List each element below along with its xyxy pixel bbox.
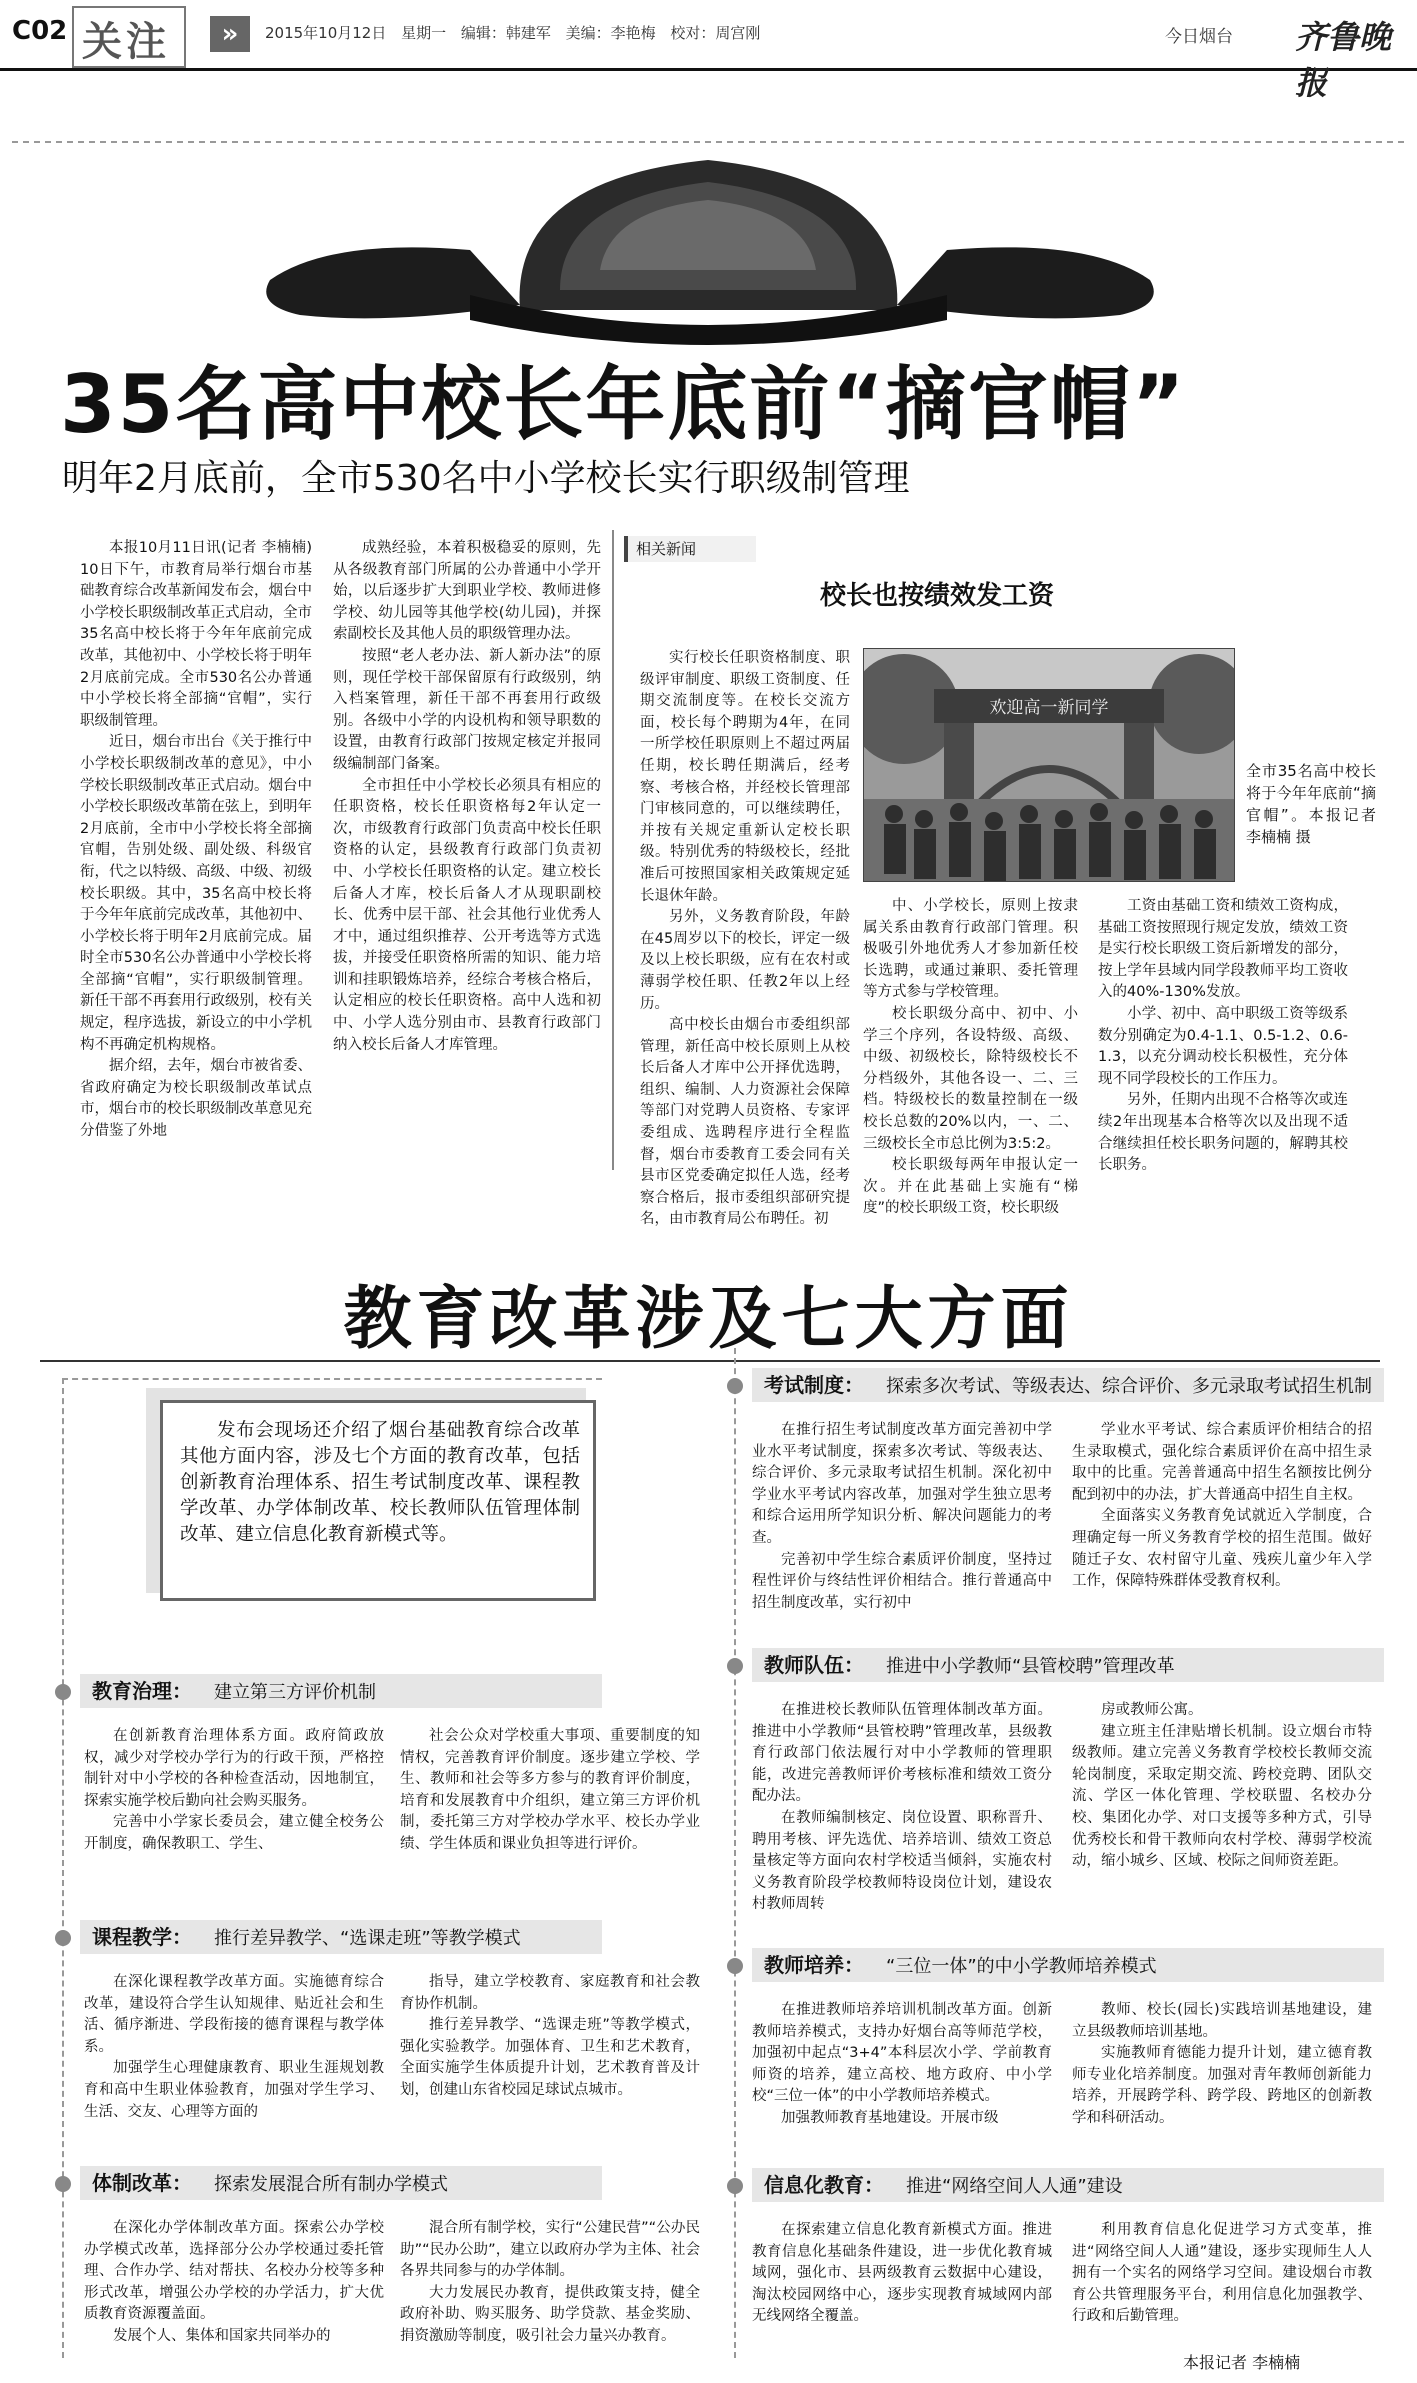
topic-desc: 推行差异教学、“选课走班”等教学模式	[214, 1928, 521, 1949]
section-2-title: 教育改革涉及七大方面	[343, 1280, 1074, 1359]
related-news-tab: 相关新闻	[624, 536, 756, 562]
bullet-dot	[727, 1658, 743, 1674]
page-number: C02	[12, 16, 68, 46]
article-paragraph: 据介绍，去年，烟台市被省委、省政府确定为校长职级制改革试点市，烟台市的校长职级制改革意见充分借鉴了外地	[80, 1058, 312, 1140]
article-paragraph: 混合所有制学校，实行“公建民营”“公办民助”“民办公助”，建立以政府办学为主体、社会各界共同参与的办学体制。	[400, 2220, 700, 2280]
article-paragraph: 在推进教师培养培训机制改革方面。创新教师培养模式，支持办好烟台高等师范学校，加强初中起点“3+4”本科层次小学、学前教育师资的培养，建立高校、地方政府、中小学校“三位一体”的中小学教师培养模式。	[752, 2002, 1052, 2105]
bullet-dot	[727, 2178, 743, 2194]
topic-name: 教师队伍：	[764, 1653, 864, 1677]
topic-tag-curriculum	[80, 1920, 602, 1954]
article-paragraph: 完善初中学生综合素质评价制度，坚持过程性评价与终结性评价相结合。推行普通高中招生制度改革，实行初中	[752, 1551, 1052, 1611]
article-paragraph: 中、小学校长，原则上按隶属关系由教育行政部门管理。积极吸引外地优秀人才参加新任校长选聘，或通过兼职、委托管理等方式参与学校管理。	[863, 898, 1078, 1001]
topic-column	[84, 1972, 384, 2123]
dashed-rule	[62, 1378, 64, 2358]
topic-tag-training	[752, 1948, 1384, 1982]
news-photo	[863, 648, 1235, 882]
school-gate-photo	[864, 649, 1234, 881]
related-column-2	[863, 896, 1078, 1220]
bullet-dot	[55, 2176, 71, 2192]
article-paragraph: 发展个人、集体和国家共同举办的	[113, 2327, 331, 2344]
topic-name: 考试制度：	[764, 1373, 864, 1397]
topic-column	[1072, 2220, 1372, 2328]
newspaper-logo: 齐鲁晚报	[1295, 18, 1392, 102]
article-column-2	[333, 538, 601, 1056]
article-paragraph: 利用教育信息化促进学习方式变革，推进“网络空间人人通”建设，逐步实现师生人人拥有一个实名的网络学习空间。建设烟台市教育公共管理服务平台，利用信息化加强教学、行政和后勤管理。	[1072, 2222, 1372, 2325]
article-paragraph: 完善中小学家长委员会，建立健全校务公开制度，确保教职工、学生、	[84, 1814, 384, 1852]
dashed-rule	[734, 1348, 736, 2358]
article-paragraph: 小学、初中、高中职级工资等级系数分别确定为0.4-1.1、0.5-1.2、0.6-1.3，以充分调动校长积极性，充分体现不同学段校长的工作压力。	[1098, 1005, 1348, 1087]
article-paragraph: 在教师编制核定、岗位设置、职称晋升、聘用考核、评先选优、培养培训、绩效工资总量核定等方面向农村学校适当倾斜，实施农村义务教育阶段学校教师特设岗位计划，建设农村教师周转	[752, 1809, 1052, 1913]
topic-column	[84, 1726, 384, 1856]
dashed-rule	[62, 1378, 602, 1380]
topic-tag-governance	[80, 1674, 602, 1708]
topic-tag-system	[80, 2166, 602, 2200]
article-paragraph: 在探索建立信息化教育新模式方面。推进教育信息化基础条件建设，进一步优化教育城域网，强化市、县两级教育云数据中心建设，淘汰校园网络中心，逐步实现教育城域网内部无线网络全覆盖。	[752, 2222, 1052, 2325]
bullet-dot	[55, 1930, 71, 1946]
article-paragraph: 高中校长由烟台市委组织部管理，新任高中校长原则上从校长后备人才库中公开择优选聘，组织、编制、人力资源社会保障等部门对党聘人员资格、专家评委组成、选聘程序进行全程监督，烟台市委教育工委会同有关县市区党委确定拟任人选，经考察合格后，报市委组织部研究提名，由市教育局公布聘任。初	[640, 1017, 850, 1228]
topic-name: 体制改革：	[92, 2171, 192, 2195]
topic-tag-informatization	[752, 2168, 1384, 2202]
article-paragraph: 建立班主任津贴增长机制。设立烟台市特级教师。建立完善义务教育学校校长教师交流轮岗制度，采取定期交流、跨校竞聘、团队交流、学区一体化管理、学校联盟、名校办分校、集团化办学、对口支援等多种方式，引导优秀校长和骨干教师向农村学校、薄弱学校流动，缩小城乡、区域、校际之间师资差距。	[1072, 1723, 1372, 1870]
article-paragraph: 在推进校长教师队伍管理体制改革方面。推进中小学教师“县管校聘”管理改革，县级教育行政部门依法履行对中小学教师的管理职能，改进完善教师评价考核标准和绩效工资分配办法。	[752, 1702, 1052, 1805]
article-paragraph: 推行差异教学、“选课走班”等教学模式，强化实验教学。加强体育、卫生和艺术教育，全面实施学生体质提升计划，艺术教育普及计划，创建山东省校园足球试点城市。	[400, 2017, 700, 2098]
official-hat-illustration	[0, 120, 1417, 350]
article-paragraph: 工资由基础工资和绩效工资构成，基础工资按照现行规定发放，绩效工资是实行校长职级工资后新增发的部分，按上学年县域内同学段教师平均工资收入的40%-130%发放。	[1098, 898, 1348, 1001]
gate-banner-text: 欢迎高一新同学	[989, 698, 1109, 718]
bullet-dot	[727, 1378, 743, 1394]
issue-meta: 2015年10月12日 星期一 编辑：韩建军 美编：李艳梅 校对：周宫刚	[265, 24, 761, 42]
article-paragraph: 指导，建立学校教育、家庭教育和社会教育协作机制。	[400, 1974, 700, 2012]
article-paragraph: 大力发展民办教育，提供政策支持，健全政府补助、购买服务、助学贷款、基金奖励、捐资激励等制度，吸引社会力量兴办教育。	[400, 2284, 700, 2344]
topic-column	[400, 1972, 700, 2102]
topic-tag-exam	[752, 1368, 1384, 1402]
topic-name: 教育治理：	[92, 1679, 192, 1703]
sub-headline: 明年2月底前，全市530名中小学校长实行职级制管理	[62, 458, 910, 499]
article-paragraph: 房或教师公寓。	[1101, 1702, 1203, 1718]
topic-column	[84, 2218, 384, 2348]
topic-column	[752, 1420, 1052, 1614]
photo-caption: 全市35名高中校长将于今年年底前“摘官帽”。本报记者 李楠楠 摄	[1246, 762, 1376, 846]
topic-name: 课程教学：	[92, 1925, 192, 1949]
article-paragraph: 加强教师教育基地建设。开展市级	[781, 2109, 999, 2126]
article-paragraph: 在深化办学体制改革方面。探索公办学校办学模式改革，选择部分公办学校通过委托管理、合作办学、结对帮扶、名校办分校等多种形式改革，增强公办学校的办学活力，扩大优质教育资源覆盖面。	[84, 2220, 384, 2323]
topic-desc: “三位一体”的中小学教师培养模式	[886, 1956, 1157, 1977]
topic-column	[752, 2220, 1052, 2328]
topic-name: 信息化教育：	[764, 2173, 884, 2197]
article-paragraph: 实行校长任职资格制度、职级评审制度、职级工资制度、任期交流制度等。在校长交流方面，校长每个聘期为4年，在同一所学校任职原则上不超过两届任期，校长聘任期满后，经考察、考核合格，并经校长管理部门审核同意的，可以继续聘任，并按有关规定重新认定校长职级。特别优秀的特级校长，经批准后可按照国家相关政策规定延长退休年龄。	[640, 650, 850, 904]
topic-name: 教师培养：	[764, 1953, 864, 1977]
article-paragraph: 校长职级分高中、初中、小学三个序列，各设特级、高级、中级、初级校长，除特级校长不分档级外，其他各设一、二、三档。特级校长的数量控制在一级校长总数的20%以内，一、二、三级校长全市总比例为3:5:2。	[863, 1005, 1078, 1152]
related-news-title: 校长也按绩效发工资	[820, 581, 1055, 611]
article-paragraph: 教师、校长(园长)实践培训基地建设，建立县级教师培训基地。	[1072, 2002, 1372, 2040]
double-chevron-right-icon: »	[210, 16, 250, 52]
article-paragraph: 全市担任中小学校长必须具有相应的任职资格，校长任职资格每2年认定一次，市级教育行政部门负责高中校长任职资格的认定，县级教育行政部门负责初中、小学校长任职资格的认定。建立校长后备人才库，校长后备人才从现职副校长、优秀中层干部、社会其他行业优秀人才中，通过组织推荐、公开考选等方式选拔，并接受任职资格所需的知识、能力培训和挂职锻炼培养，经综合考核合格后，认定相应的校长任职资格。高中人选和初中、小学人选分别由市、县教育行政部门纳入校长后备人才库管理。	[333, 777, 601, 1053]
article-paragraph: 加强学生心理健康教育、职业生涯规划教育和高中生职业体验教育，加强对学生学习、生活、交友、心理等方面的	[84, 2060, 384, 2120]
article-paragraph: 成熟经验，本着积极稳妥的原则，先从各级教育部门所属的公办普通中小学开始，以后逐步扩大到职业学校、教师进修学校、幼儿园等其他学校(幼儿园)，并探索副校长及其他人员的职级管理办法。	[333, 540, 601, 643]
topic-desc: 探索发展混合所有制办学模式	[214, 2174, 448, 2195]
article-paragraph: 在深化课程教学改革方面。实施德育综合改革，建设符合学生认知规律、贴近社会和生活、循序渐进、学段衔接的德育课程与教学体系。	[84, 1974, 384, 2055]
section-label: 关注	[82, 19, 170, 65]
article-paragraph: 学业水平考试、综合素质评价相结合的招生录取模式，强化综合素质评价在高中招生录取中的比重。完善普通高中招生名额按比例分配到初中的办法，扩大普通高中招生自主权。	[1072, 1422, 1372, 1503]
related-column-1	[640, 648, 850, 1231]
topic-column	[400, 2218, 700, 2348]
topic-column	[400, 1726, 700, 1856]
related-column-3	[1098, 896, 1348, 1177]
article-paragraph: 本报10月11日讯(记者 李楠楠) 10日下午，市教育局举行烟台市基础教育综合改革新闻发布会，烟台中小学校长职级制改革正式启动，全市35名高中校长将于今年年底前完成改革，其他初中、小学校长将于明年2月底前完成。全市530名公办普通中小学校长将全部摘“官帽”，实行职级制管理。	[80, 540, 312, 729]
topic-desc: 探索多次考试、等级表达、综合评价、多元录取考试招生机制	[886, 1376, 1372, 1397]
topic-tag-teachers	[752, 1648, 1384, 1682]
article-paragraph: 在推行招生考试制度改革方面完善初中学业水平考试制度，探索多次考试、等级表达、综合评价、多元录取考试招生机制。深化初中学业水平考试内容改革，加强对学生独立思考和综合运用所学知识分析、解决问题能力的考查。	[752, 1422, 1052, 1546]
article-paragraph: 另外，任期内出现不合格等次或连续2年出现基本合格等次以及出现不适合继续担任校长职务问题的，解聘其校长职务。	[1098, 1092, 1348, 1174]
article-paragraph: 全面落实义务教育免试就近入学制度，合理确定每一所义务教育学校的招生范围。做好随迁子女、农村留守儿童、残疾儿童少年入学工作，保障特殊群体受教育权利。	[1072, 1508, 1372, 1590]
article-paragraph: 社会公众对学校重大事项、重要制度的知情权，完善教育评价制度。逐步建立学校、学生、教师和社会等多方参与的教育评价制度，培育和发展教育中介组织，建立第三方评价机制，委托第三方对学校办学水平、校长办学业绩、学生体质和课业负担等进行评价。	[400, 1728, 700, 1852]
topic-column	[1072, 1420, 1372, 1593]
main-headline: 35名高中校长年底前“摘官帽”	[60, 358, 1187, 451]
intro-text: 发布会现场还介绍了烟台基础教育综合改革其他方面内容，涉及七个方面的教育改革，包括创新教育治理体系、招生考试制度改革、课程教学改革、办学体制改革、校长教师队伍管理体制改革、建立信息化教育新模式等。	[180, 1420, 580, 1545]
reporter-byline: 本报记者 李楠楠	[1183, 2353, 1301, 2372]
bullet-dot	[727, 1958, 743, 1974]
article-paragraph: 近日，烟台市出台《关于推行中小学校长职级制改革的意见》，中小学校长职级制改革正式启动。烟台中小学校长职级改革箭在弦上，到明年2月底前，全市中小学校长将全部摘官帽，告别处级、副处级、科级官衔，代之以特级、高级、中级、初级校长职级。其中，35名高中校长将于今年年底前完成改革，其他初中、小学校长将于明年2月底前完成。届时全市530名公办普通中小学校长将全部摘“官帽”，实行职级制管理。新任干部不再套用行政级别，校有关规定，程序选拔，新设立的中小学机构不再确定机构规格。	[80, 734, 312, 1053]
topic-column	[752, 1700, 1052, 1916]
topic-desc: 建立第三方评价机制	[214, 1682, 376, 1703]
topic-desc: 推进“网络空间人人通”建设	[906, 2176, 1123, 2197]
article-paragraph: 实施教师育德能力提升计划，建立德育教师专业化培养制度。加强对青年教师创新能力培养，开展跨学科、跨学段、跨地区的创新教学和科研活动。	[1072, 2045, 1372, 2126]
topic-column	[1072, 2000, 1372, 2130]
article-paragraph: 另外，义务教育阶段，年龄在45周岁以下的校长，评定一级及以上校长职级，应有在农村或薄弱学校任职、任教2年以上经历。	[640, 909, 850, 1012]
bullet-dot	[55, 1684, 71, 1700]
related-news-rule	[612, 530, 614, 1170]
article-paragraph: 校长职级每两年申报认定一次。并在此基础上实施有“梯度”的校长职级工资，校长职级	[863, 1157, 1078, 1217]
topic-desc: 推进中小学教师“县管校聘”管理改革	[886, 1656, 1175, 1677]
article-paragraph: 在创新教育治理体系方面。政府简政放权，减少对学校办学行为的行政干预，严格控制针对中小学校的各种检查活动，因地制宜，探索实施学校后勤向社会购买服务。	[84, 1728, 384, 1809]
edition-name: 今日烟台	[1165, 27, 1233, 47]
section-2-rule	[40, 1360, 1380, 1362]
article-column-1	[80, 538, 312, 1143]
topic-column	[752, 2000, 1052, 2130]
article-paragraph: 按照“老人老办法、新人新办法”的原则，现任学校干部保留原有行政级别，纳入档案管理，新任干部不再套用行政级别。各级中小学的内设机构和领导职数的设置，由教育行政部门按规定核定并报同级编制部门备案。	[333, 647, 601, 772]
topic-column	[1072, 1700, 1372, 1873]
